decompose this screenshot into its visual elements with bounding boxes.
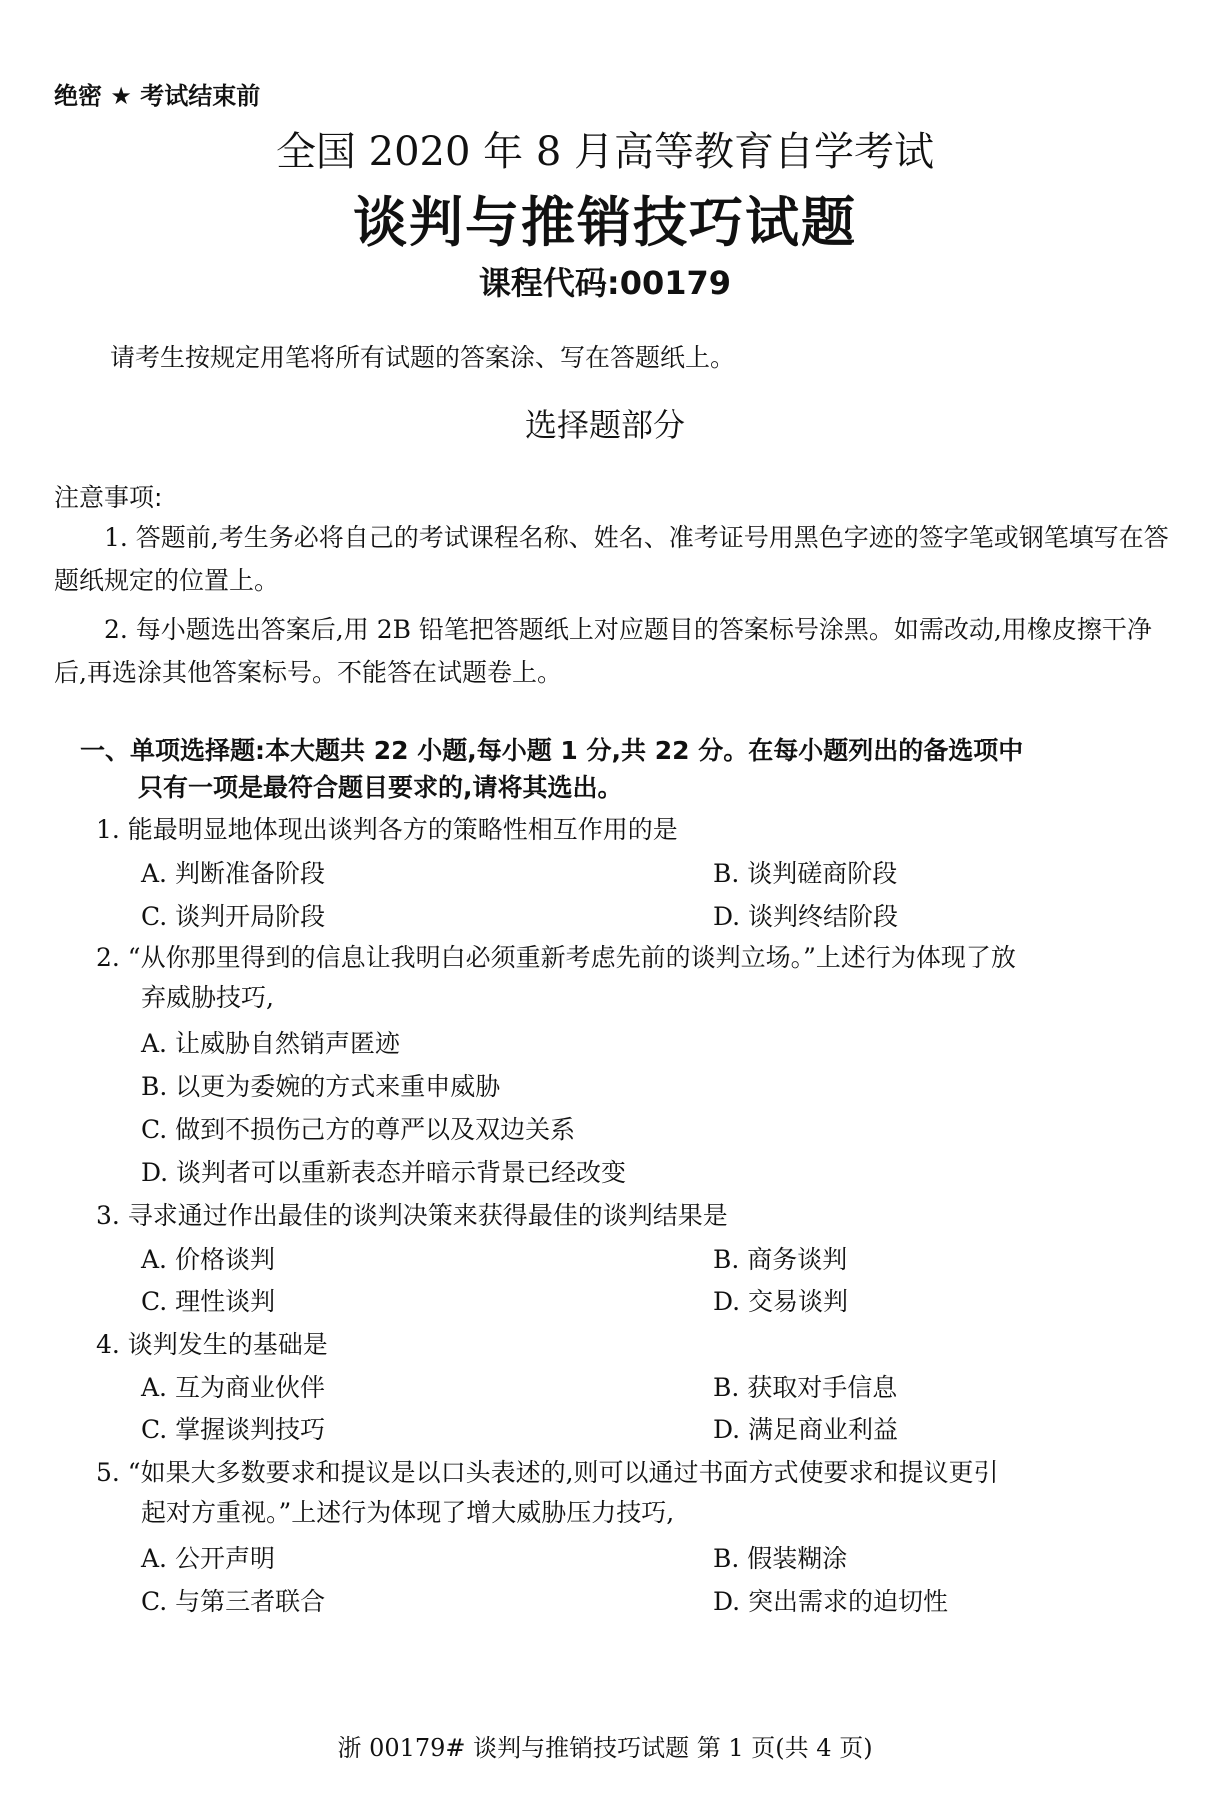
question-1-option-a: A. 判断准备阶段 (141, 859, 325, 888)
question-1-option-b: B. 谈判磋商阶段 (713, 859, 898, 888)
section-title: 选择题部分 (524, 406, 685, 444)
question-1-stem: 1. 能最明显地体现出谈判各方的策略性相互作用的是 (96, 815, 678, 844)
part-one-heading-line1: 一、单项选择题:本大题共 22 小题,每小题 1 分,共 22 分。在每小题列出的备选项中 (80, 736, 1024, 765)
question-2-stem (96, 938, 1156, 1018)
question-2-stem-line2: 弃威胁技巧, (141, 983, 274, 1012)
page-footer: 浙 00179# 谈判与推销技巧试题 第 1 页(共 4 页) (337, 1734, 873, 1762)
question-5-option-d: D. 突出需求的迫切性 (713, 1587, 949, 1616)
notes-title: 注意事项: (54, 483, 163, 512)
question-5-option-a: A. 公开声明 (141, 1544, 275, 1573)
secret-mark: 绝密 ★ 考试结束前 (54, 82, 261, 110)
question-5-stem-line2: 起对方重视。”上述行为体现了增大威胁压力技巧, (141, 1498, 675, 1527)
question-5-stem-line1: 5. “如果大多数要求和提议是以口头表述的,则可以通过书面方式使要求和提议更引 (96, 1458, 999, 1487)
question-3-option-c: C. 理性谈判 (141, 1287, 276, 1316)
question-1-option-c: C. 谈判开局阶段 (141, 902, 326, 931)
question-3-stem: 3. 寻求通过作出最佳的谈判决策来获得最佳的谈判结果是 (96, 1201, 728, 1230)
question-4-option-c: C. 掌握谈判技巧 (141, 1415, 326, 1444)
question-3-option-a: A. 价格谈判 (141, 1245, 275, 1274)
question-5-option-b: B. 假装糊涂 (713, 1544, 848, 1573)
part-one-heading (80, 732, 1170, 806)
note-item-2: 2. 每小题选出答案后,用 2B 铅笔把答题纸上对应题目的答案标号涂黑。如需改动,用橡皮擦干净后,再选涂其他答案标号。不能答在试题卷上。 (54, 615, 1152, 687)
part-one-heading-line2: 只有一项是最符合题目要求的,请将其选出。 (138, 773, 623, 802)
question-2-stem-line1: 2. “从你那里得到的信息让我明白必须重新考虑先前的谈判立场。”上述行为体现了放 (96, 943, 1016, 972)
course-code: 课程代码:00179 (478, 264, 732, 302)
exam-name: 全国 2020 年 8 月高等教育自学考试 (275, 129, 935, 175)
question-4-stem: 4. 谈判发生的基础是 (96, 1330, 328, 1359)
question-2-option-d: D. 谈判者可以重新表态并暗示背景已经改变 (141, 1158, 627, 1187)
question-2-option-a: A. 让威胁自然销声匿迹 (141, 1029, 400, 1058)
question-4-option-a: A. 互为商业伙伴 (141, 1373, 325, 1402)
paper-title: 谈判与推销技巧试题 (353, 191, 857, 254)
question-5-option-c: C. 与第三者联合 (141, 1587, 326, 1616)
question-4-option-d: D. 满足商业利益 (713, 1415, 899, 1444)
answer-instruction: 请考生按规定用笔将所有试题的答案涂、写在答题纸上。 (110, 343, 736, 372)
question-2-option-c: C. 做到不损伤己方的尊严以及双边关系 (141, 1115, 576, 1144)
question-5-stem (96, 1453, 1156, 1533)
question-1-option-d: D. 谈判终结阶段 (713, 902, 899, 931)
question-3-option-d: D. 交易谈判 (713, 1287, 849, 1316)
question-4-option-b: B. 获取对手信息 (713, 1373, 898, 1402)
question-2-option-b: B. 以更为委婉的方式来重申威胁 (141, 1072, 501, 1101)
question-3-option-b: B. 商务谈判 (713, 1245, 848, 1274)
note-item-1: 1. 答题前,考生务必将自己的考试课程名称、姓名、准考证号用黑色字迹的签字笔或钢笔填写在答题纸规定的位置上。 (54, 523, 1169, 595)
